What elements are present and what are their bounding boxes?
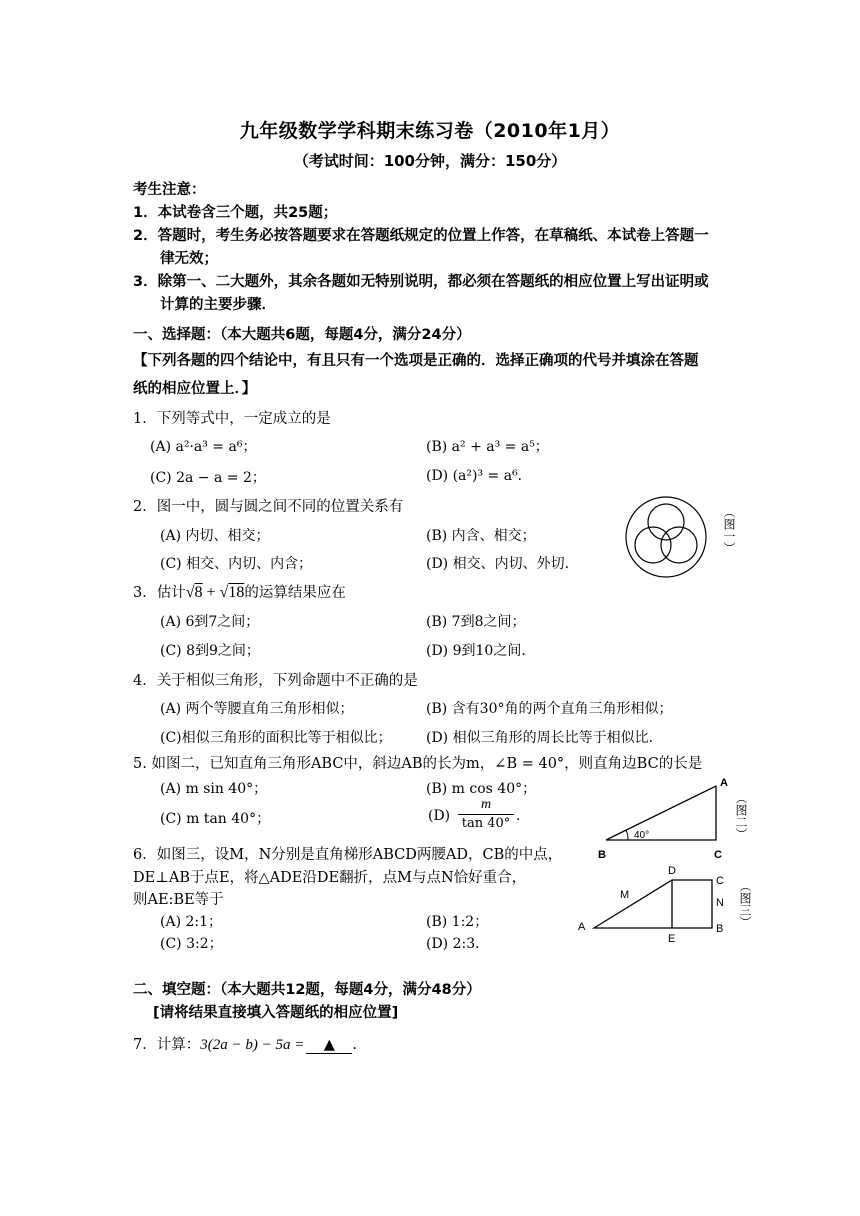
q5-option-d-period: . <box>516 808 521 824</box>
figure-2-label: （图二） <box>734 792 748 840</box>
q3-expression: √8 + √18 <box>185 584 245 601</box>
q7-expression: 3(2a − b) − 5a = <box>200 1037 305 1053</box>
q7-prefix: 7．计算： <box>133 1037 201 1053</box>
figure-1-three-circles <box>622 493 710 581</box>
q2-option-c: (C) 相交、内切、内含； <box>160 556 313 572</box>
notice-item-2: 2．答题时，考生务必按答题要求在答题纸规定的位置上作答，在草稿纸、本试卷上答题一 <box>133 228 709 244</box>
q1-option-d: (D) (a²)³ = a⁶． <box>426 468 532 484</box>
page-title: 九年级数学学科期末练习卷（2010年1月） <box>239 120 621 142</box>
q3-stem <box>133 581 346 602</box>
q6-line-1: 6．如图三，设M，N分别是直角梯形ABCD两腰AD，CB的中点， <box>133 847 563 863</box>
exam-info: （考试时间：100分钟，满分：150分） <box>293 152 567 170</box>
fig3-vertex-c: C <box>716 875 724 887</box>
q1-option-b: (B) a² + a³ = a⁵； <box>426 439 549 455</box>
notice-item-1: 1．本试卷含三个题，共25题； <box>133 205 338 221</box>
q3-stem-suffix: 的运算结果应在 <box>244 585 346 601</box>
q5-option-b: (B) m cos 40°； <box>426 781 537 797</box>
q2-option-b: (B) 内含、相交； <box>426 528 536 544</box>
q1-option-c: (C) 2a − a = 2； <box>150 470 266 486</box>
q5-fraction-denominator: tan 40° <box>458 814 514 831</box>
notice-item-3: 3．除第一、二大题外，其余各题如无特别说明，都必须在答题纸的相应位置上写出证明或 <box>133 274 709 290</box>
q1-option-a: (A) a²·a³ = a⁶； <box>150 439 257 455</box>
q6-option-c: (C) 3:2； <box>160 936 223 952</box>
q7-suffix: . <box>352 1037 357 1053</box>
fig3-vertex-a: A <box>578 921 586 933</box>
fig2-vertex-b: B <box>598 849 606 861</box>
q1-stem: 1．下列等式中，一定成立的是 <box>133 411 331 427</box>
q4-stem: 4．关于相似三角形，下列命题中不正确的是 <box>133 673 418 689</box>
q5-option-d <box>428 808 450 824</box>
q6-line-3: 则AE:BE等于 <box>133 892 224 908</box>
q5-option-a: (A) m sin 40°； <box>160 781 268 797</box>
notice-heading: 考生注意： <box>133 182 206 198</box>
figure-3-label: （图三） <box>738 880 752 928</box>
fig2-vertex-c: C <box>714 849 722 861</box>
fig3-point-e: E <box>668 933 676 944</box>
figure-3-trapezoid <box>576 860 736 944</box>
q3-stem-prefix: 3．估计 <box>133 585 186 601</box>
q4-option-a: (A) 两个等腰直角三角形相似； <box>160 701 354 717</box>
figure-1-label: （图一） <box>722 506 736 554</box>
q5-fraction-numerator: m <box>480 797 492 812</box>
q5-stem: 5. 如图二，已知直角三角形ABC中，斜边AB的长为m，∠B = 40°，则直角边BC的长是 <box>133 756 703 772</box>
q5-option-d-prefix: (D) <box>428 808 451 824</box>
q7 <box>133 1033 357 1054</box>
q3-option-d: (D) 9到10之间． <box>426 643 536 659</box>
section2-heading: 二、填空题：（本大题共12题，每题4分，满分48分） <box>133 982 481 998</box>
notice-item-2-cont: 律无效； <box>160 251 218 267</box>
q6-option-a: (A) 2:1； <box>160 914 223 930</box>
section1-instruction-cont: 纸的相应位置上．】 <box>133 381 257 397</box>
q4-option-b: (B) 含有30°角的两个直角三角形相似； <box>426 701 673 717</box>
section1-instruction: 【下列各题的四个结论中，有且只有一个选项是正确的．选择正确项的代号并填涂在答题 <box>133 353 699 369</box>
q5-option-c: (C) m tan 40°； <box>160 811 271 827</box>
fig3-vertex-b: B <box>716 923 724 935</box>
q6-option-d: (D) 2:3． <box>426 936 490 952</box>
q2-option-d: (D) 相交、内切、外切． <box>426 556 579 572</box>
q3-option-a: (A) 6到7之间； <box>160 614 260 630</box>
q4-option-c: (C)相似三角形的面积比等于相似比； <box>160 730 392 746</box>
section2-instruction: [请将结果直接填入答题纸的相应位置] <box>153 1005 399 1021</box>
section1-heading: 一、选择题：（本大题共6题，每题4分，满分24分） <box>133 327 471 343</box>
fig3-point-m: M <box>620 889 630 901</box>
answer-blank: ▲ <box>306 1037 352 1054</box>
notice-item-3-cont: 计算的主要步骤． <box>160 297 276 313</box>
q3-option-b: (B) 7到8之间； <box>426 614 526 630</box>
q5-option-d-fraction <box>458 797 514 831</box>
fig3-point-n: N <box>716 897 724 909</box>
fig2-angle-label: 40° <box>634 830 650 841</box>
fig2-vertex-a: A <box>720 777 728 789</box>
fig3-vertex-d: D <box>668 865 676 877</box>
q2-stem: 2．图一中，圆与圆之间不同的位置关系有 <box>133 499 404 515</box>
figure-2-triangle <box>594 774 734 864</box>
q2-option-a: (A) 内切、相交； <box>160 528 270 544</box>
q6-option-b: (B) 1:2； <box>426 914 489 930</box>
q6-line-2: DE⊥AB于点E，将△ADE沿DE翻折，点M与点N恰好重合， <box>133 870 527 886</box>
q3-option-c: (C) 8到9之间； <box>160 643 260 659</box>
q4-option-d: (D) 相似三角形的周长比等于相似比． <box>426 730 663 746</box>
